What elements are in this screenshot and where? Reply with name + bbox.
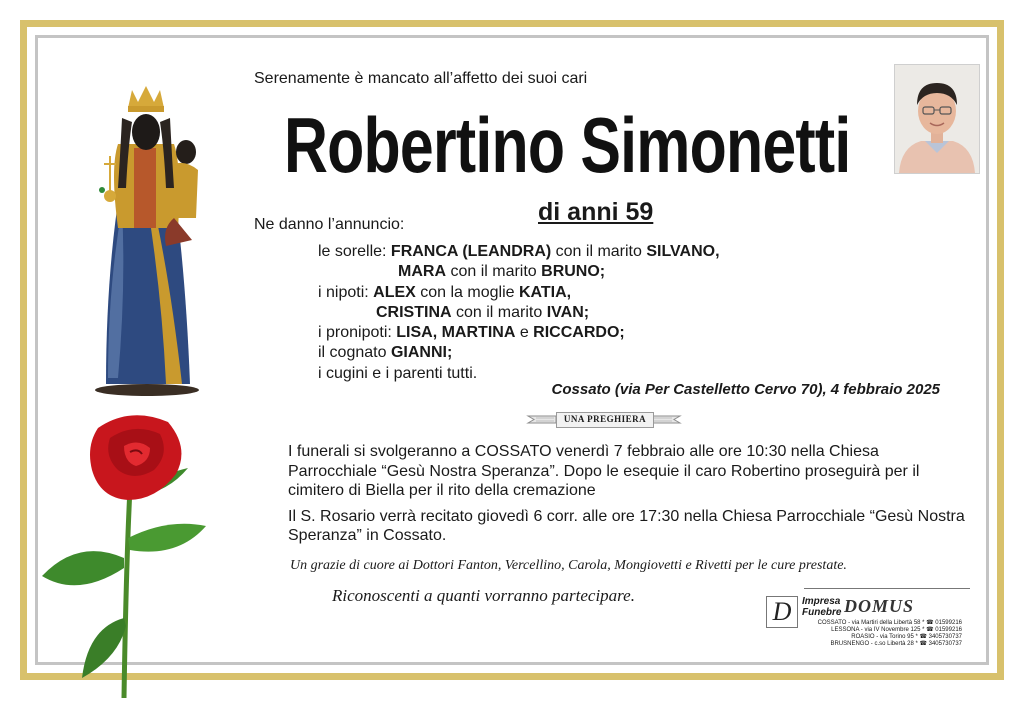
- relatives-line-nephews: i nipoti: ALEX con la moglie KATIA,: [318, 283, 572, 301]
- notice-frame: [20, 20, 1004, 680]
- red-rose-icon: [38, 408, 218, 698]
- place-date: Cossato (via Per Castelletto Cervo 70), 4 febbraio 2025: [551, 381, 940, 398]
- deceased-name: Robertino Simonetti: [284, 101, 851, 189]
- announce-label: Ne danno l’annuncio:: [254, 216, 405, 233]
- red-rose-image: [38, 408, 218, 698]
- thanks-text: Un grazie di cuore ai Dottori Fanton, Vercellino, Carola, Mongiovetti e Rivetti per le cure prestate.: [290, 558, 847, 573]
- relatives-line-cousins: i cugini e i parenti tutti.: [318, 364, 478, 382]
- notice-inner-frame: [35, 35, 989, 665]
- prayer-label[interactable]: UNA PREGHIERA: [556, 412, 654, 428]
- funeral-home-logo: [764, 584, 974, 664]
- relatives-list: [318, 242, 720, 384]
- logo-brand: DOMUS: [844, 596, 915, 616]
- grateful-text: Riconoscenti a quanti vorranno partecipare.: [332, 586, 635, 605]
- funeral-paragraph: I funerali si svolgeranno a COSSATO venerdì 7 febbraio alle ore 10:30 nella Chiesa Parrocchiale “Gesù Nostra Speranza”. Dopo le esequie il caro Robertino proseguirà per il cimitero di Biella per il rito della cremazione: [288, 443, 920, 499]
- prayer-ribbon: [526, 412, 682, 426]
- portrait-image-icon: [895, 65, 979, 173]
- intro-text: Serenamente è mancato all’affetto dei suoi cari: [254, 70, 588, 87]
- relatives-line-cristina: CRISTINA con il marito IVAN;: [376, 303, 590, 321]
- madonna-statue-icon: [82, 78, 212, 396]
- logo-letter: D: [766, 596, 798, 628]
- logo-divider: [804, 588, 970, 589]
- funeral-details: [288, 442, 968, 552]
- portrait-photo: [894, 64, 980, 174]
- relatives-line-great-nephews: i pronipoti: LISA, MARTINA e RICCARDO;: [318, 324, 625, 342]
- rosary-paragraph: Il S. Rosario verrà recitato giovedì 6 corr. alle ore 17:30 nella Chiesa Parrocchiale “Gesù Nostra Speranza” in Cossato.: [288, 507, 965, 544]
- relatives-line-mara: MARA con il marito BRUNO;: [398, 263, 606, 281]
- logo-impresa-funebre: Impresa Funebre: [802, 596, 842, 618]
- logo-addresses: COSSATO - via Martiri della Libertà 58 * ☎ 01599216 LESSONA - via IV Novembre 125 * ☎ 01599216 ROASIO - via Torino 95 * ☎ 3405730737 BRUSNENGO - c.so Libertà 28 * ☎ 3405730737: [817, 620, 962, 647]
- madonna-statue-image: [82, 78, 212, 396]
- deceased-age: di anni 59: [538, 198, 654, 226]
- relatives-line-sisters: le sorelle: FRANCA (LEANDRA) con il marito SILVANO,: [318, 243, 720, 260]
- relatives-line-brother-in-law: il cognato GIANNI;: [318, 344, 453, 362]
